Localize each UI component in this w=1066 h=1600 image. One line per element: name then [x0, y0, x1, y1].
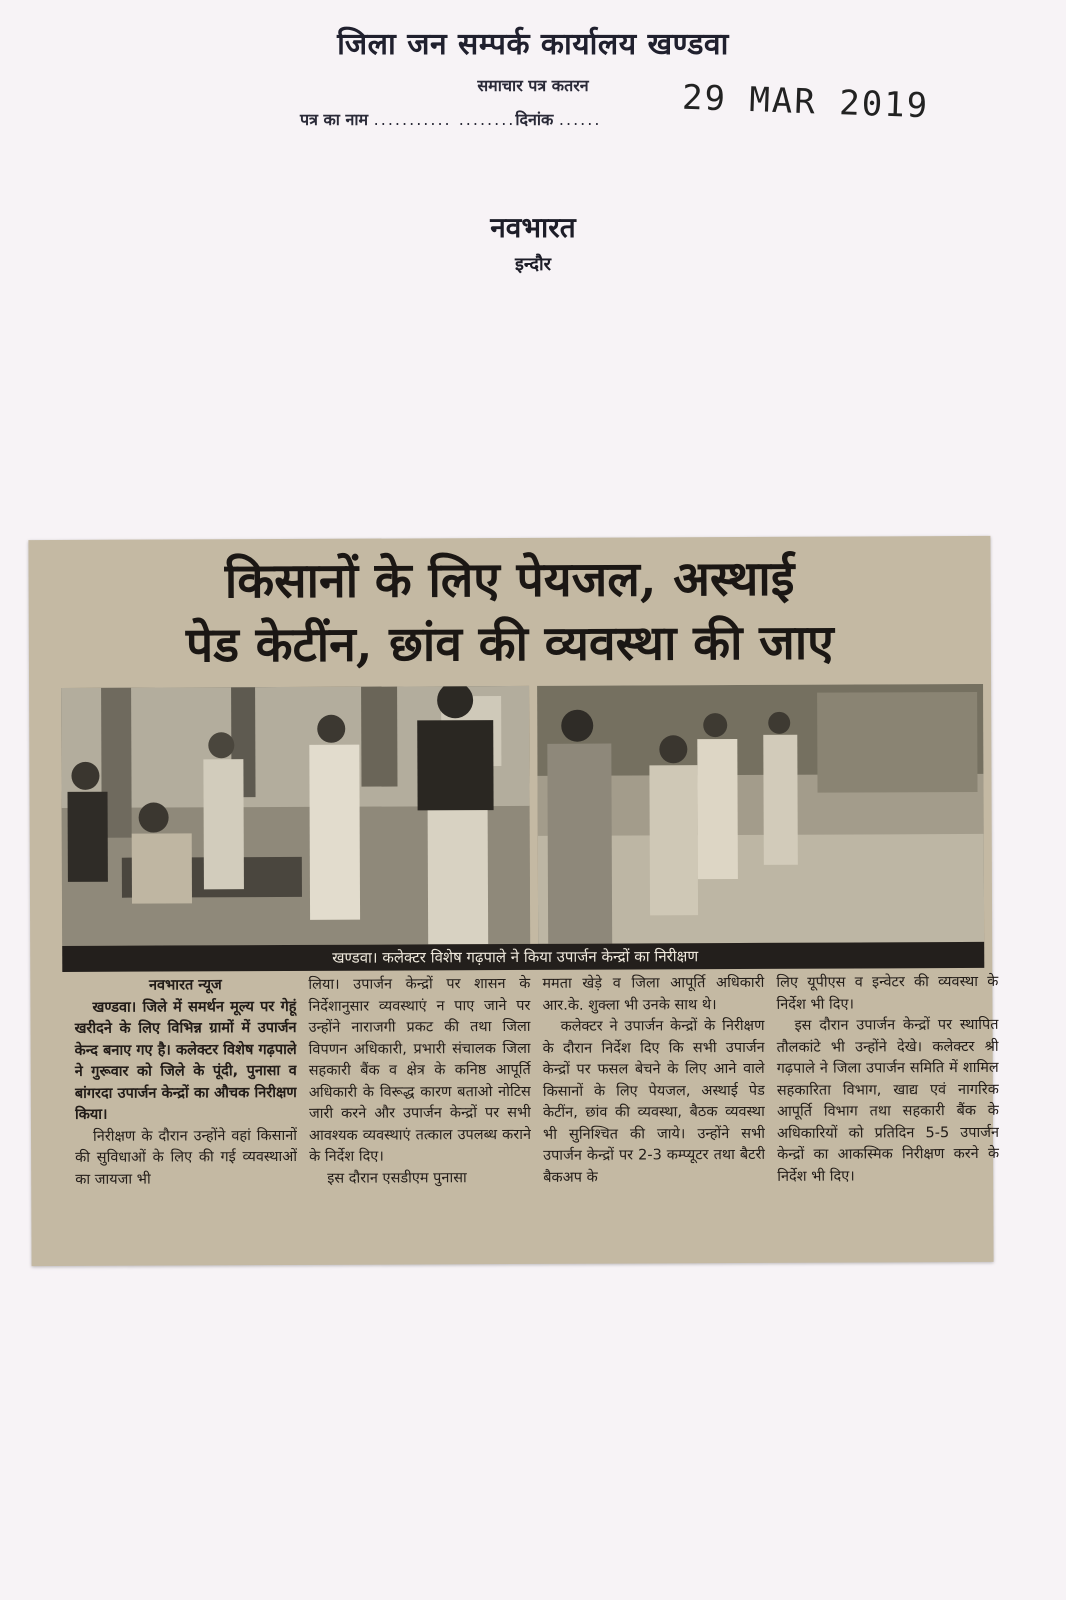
article-column-2: [308, 974, 531, 1261]
newspaper-name: नवभारत: [490, 211, 576, 244]
inspection-photo-right: [537, 684, 984, 944]
article-paragraph: इस दौरान एसडीएम पुनासा: [327, 1169, 467, 1187]
inspection-photo-left: [61, 686, 530, 946]
date-label: दिनांक: [515, 110, 554, 129]
photo-caption: खण्डवा। कलेक्टर विशेष गढ़पाले ने किया उपार्जन केन्द्रों का निरीक्षण: [332, 947, 699, 967]
article-column-1: [74, 975, 297, 1262]
article-paragraph: इस दौरान उपार्जन केन्द्रों पर स्थापित तौलकांटे भी उन्होंने देखे। कलेक्टर श्री गढ़पाले ने जिला उपार्जन समिति में शामिल सहकारिता विभाग, खाद्य एवं नागरिक आपूर्ति विभाग तथा सहकारी बैंक के अधिकारियों को प्रतिदिन 5-5 उपार्जन केन्द्रों का आकस्मिक निरीक्षण करने के निर्देश भी दिए।: [776, 1016, 1000, 1185]
date-blank: ......: [558, 110, 602, 129]
article-column-4: [776, 972, 999, 1259]
article-paragraph: निरीक्षण के दौरान उन्होंने वहां किसानों की सुविधाओं के लिए की गई व्यवस्थाओं का जायजा भी: [75, 1127, 298, 1188]
office-title: जिला जन सम्पर्क कार्यालय खण्डवा: [337, 27, 729, 62]
lead-paragraph: खण्डवा। जिले में समर्थन मूल्य पर गेहूं खरीदने के लिए विभिन्न ग्रामों में उपार्जन केन्द बनाए गए है। कलेक्टर विशेष गढ़पाले ने गुरूवार को जिले के पूंदी, पुनासा व बांगरदा उपार्जन केन्द्रों का औचक निरीक्षण किया।: [74, 998, 297, 1123]
article-paragraph: लिए यूपीएस व इन्वेटर की व्यवस्था के निर्देश भी दिए।: [776, 973, 999, 1013]
byline: नवभारत न्यूज: [148, 977, 222, 994]
photo-caption-bar: [62, 942, 984, 972]
article-headline: [28, 546, 991, 678]
paper-name-blank: ........... ........: [373, 110, 516, 129]
newspaper-city: इन्दौर: [515, 254, 551, 275]
headline-line-2: पेड केटींन, छांव की व्यवस्था की जाए: [185, 614, 834, 674]
paper-name-label: पत्र का नाम: [300, 110, 369, 129]
stamp-fields-line: [300, 108, 740, 130]
date-stamp: 29 MAR 2019: [681, 77, 930, 127]
newspaper-clipping: [28, 536, 1000, 1266]
clipping-subtitle: समाचार पत्र कतरन: [477, 76, 589, 95]
article-paragraph: ममता खेड़े व जिला आपूर्ति अधिकारी आर.के. शुक्ला भी उनके साथ थे।: [542, 974, 765, 1014]
article-paragraph: लिया। उपार्जन केन्द्रों पर शासन के निर्देशानुसार व्यवस्थाएं न पाए जाने पर उन्होंने नाराजगी प्रकट की तथा जिला विपणन अधिकारी, प्रभारी संचालक जिला सहकारी बैंक व क्षेत्र के कनिष्ठ आपूर्ति अधिकारी के विरूद्ध कारण बताओ नोटिस जारी करने और उपार्जन केन्द्रों पर सभी आवश्यक व्यवस्थाएं तत्काल उपलब्ध कराने के निर्देश दिए।: [308, 975, 532, 1165]
article-column-3: [542, 973, 765, 1260]
article-paragraph: कलेक्टर ने उपार्जन केन्द्रों के निरीक्षण के दौरान निर्देश दिए कि सभी उपार्जन केन्द्रों पर फसल बेचने के लिए आने वाले किसानों के लिए पेयजल, अस्थाई पेड केटींन, छांव की व्यवस्था, बैठक व्यवस्था भी सुनिश्चित की जाये। उन्होंने सभी उपार्जन केन्द्रों पर 2-3 कम्प्यूटर तथा बैटरी बैकअप के: [542, 1017, 766, 1186]
headline-line-1: किसानों के लिए पेयजल, अस्थाई: [224, 550, 795, 610]
